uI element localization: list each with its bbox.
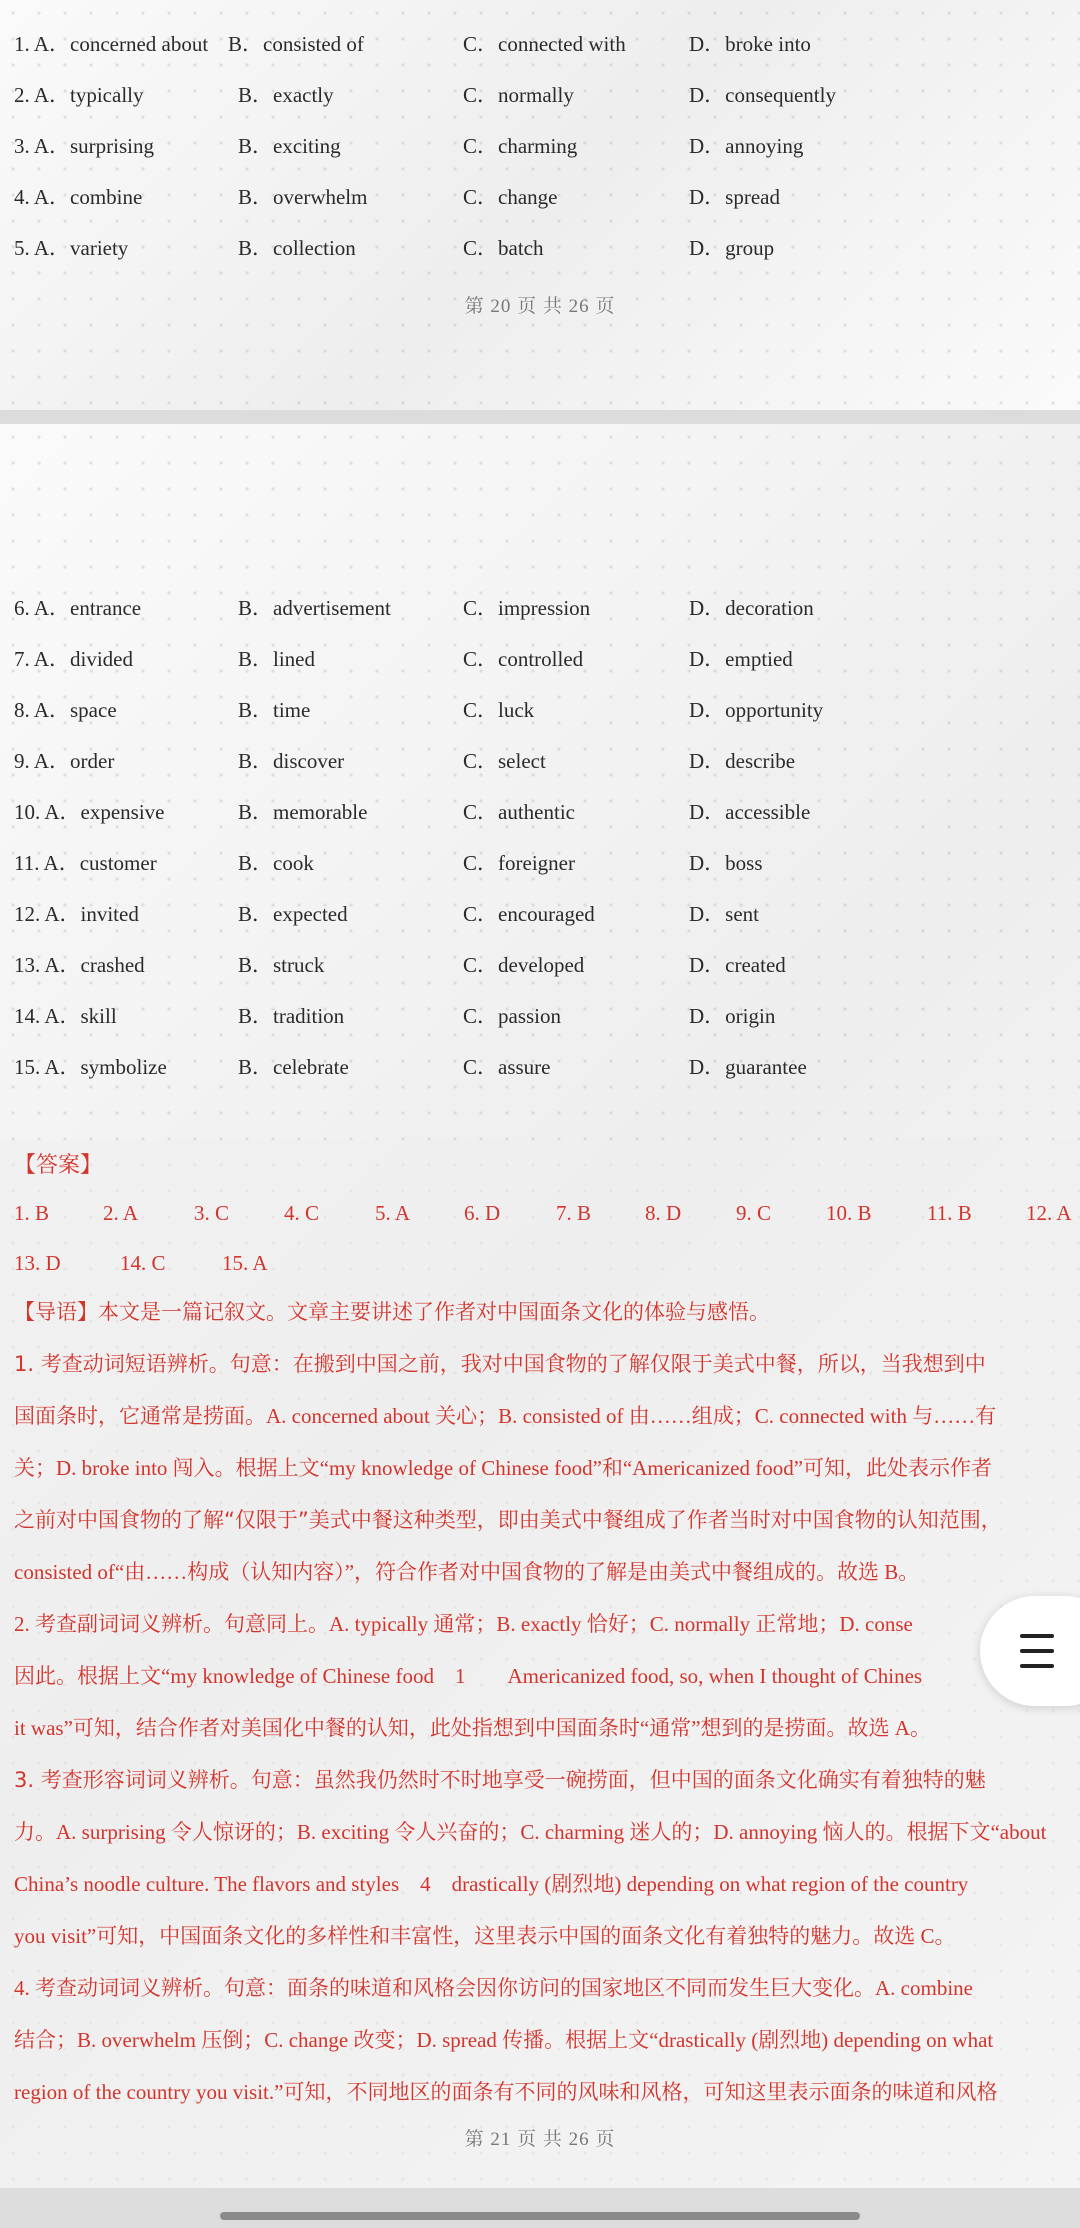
explanation-line: 力。A. surprising 令人惊讶的；B. exciting 令人兴奋的；C. charming 迷人的；D. annoying 恼人的。根据下文“about <box>14 1820 1047 1844</box>
option-a: 10. A．expensive <box>14 800 165 824</box>
option-d: D．origin <box>689 1004 776 1028</box>
option-d: D．spread <box>689 185 780 209</box>
option-b: B．time <box>238 698 311 722</box>
option-d: D．consequently <box>689 83 836 107</box>
question-row-1 <box>0 28 1080 68</box>
option-c: C．change <box>463 185 558 209</box>
option-b: B．consisted of <box>228 32 364 56</box>
option-d: D．created <box>689 953 786 977</box>
option-b: B．discover <box>238 749 345 773</box>
option-c: C．controlled <box>463 647 584 671</box>
option-c: C．select <box>463 749 546 773</box>
option-d: D．broke into <box>689 32 811 56</box>
question-row-11 <box>0 847 1080 887</box>
option-c: C．charming <box>463 134 578 158</box>
option-a: 2. A．typically <box>14 83 144 107</box>
explanation-line: it was”可知，结合作者对美国化中餐的认知，此处指想到中国面条时“通常”想到的是捞面。故选 A。 <box>14 1716 931 1740</box>
question-row-13 <box>0 949 1080 989</box>
answer-item: 5. A <box>375 1201 411 1225</box>
question-row-10 <box>0 796 1080 836</box>
page-footer: 第 20 页 共 26 页 <box>464 296 616 317</box>
answer-item: 11. B <box>927 1201 972 1225</box>
option-a: 9. A．order <box>14 749 115 773</box>
explanation-line: region of the country you visit.”可知，不同地区的面条有不同的风味和风格，可知这里表示面条的味道和风格 <box>14 2080 998 2104</box>
option-d: D．decoration <box>689 596 814 620</box>
question-row-6 <box>0 592 1080 632</box>
option-b: B．expected <box>238 902 348 926</box>
answer-row-1 <box>0 1201 1080 1237</box>
option-a: 6. A．entrance <box>14 596 142 620</box>
option-a: 3. A．surprising <box>14 134 155 158</box>
option-c: C．luck <box>463 698 535 722</box>
option-d: D．opportunity <box>689 698 824 722</box>
answer-item: 4. C <box>284 1201 320 1225</box>
page-20 <box>0 0 1080 410</box>
menu-button[interactable] <box>980 1596 1080 1706</box>
question-row-15 <box>0 1051 1080 1091</box>
option-b: B．tradition <box>238 1004 345 1028</box>
option-c: C．encouraged <box>463 902 595 926</box>
page-footer: 第 21 页 共 26 页 <box>464 2129 616 2150</box>
option-d: D．guarantee <box>689 1055 807 1079</box>
explanation-line: 1. 考查动词短语辨析。句意：在搬到中国之前，我对中国食物的了解仅限于美式中餐，所以，当我想到中 <box>14 1352 986 1376</box>
option-b: B．overwhelm <box>238 185 368 209</box>
explanation-line: 关；D. broke into 闯入。根据上文“my knowledge of Chinese food”和“Americanized food”可知，此处表示作者 <box>14 1456 993 1480</box>
question-row-7 <box>0 643 1080 683</box>
option-d: D．accessible <box>689 800 811 824</box>
option-b: B．celebrate <box>238 1055 349 1079</box>
option-b: B．exactly <box>238 83 334 107</box>
option-d: D．annoying <box>689 134 804 158</box>
answer-item: 6. D <box>464 1201 501 1225</box>
answer-item: 10. B <box>826 1201 872 1225</box>
option-c: C．authentic <box>463 800 575 824</box>
question-row-3 <box>0 130 1080 170</box>
option-a: 11. A．customer <box>14 851 157 875</box>
scroll-indicator[interactable] <box>220 2212 860 2220</box>
option-c: C．foreigner <box>463 851 575 875</box>
option-b: B．struck <box>238 953 325 977</box>
question-row-14 <box>0 1000 1080 1040</box>
question-row-2 <box>0 79 1080 119</box>
option-b: B．advertisement <box>238 596 391 620</box>
option-b: B．memorable <box>238 800 368 824</box>
option-c: C．normally <box>463 83 574 107</box>
option-a: 15. A．symbolize <box>14 1055 167 1079</box>
answer-item: 13. D <box>14 1251 61 1275</box>
option-a: 8. A．space <box>14 698 117 722</box>
question-row-12 <box>0 898 1080 938</box>
option-c: C．connected with <box>463 32 626 56</box>
option-a: 5. A．variety <box>14 236 129 260</box>
answer-item: 1. B <box>14 1201 50 1225</box>
option-d: D．boss <box>689 851 763 875</box>
explanation-line: 国面条时，它通常是捞面。A. concerned about 关心；B. consisted of 由……组成；C. connected with 与……有 <box>14 1404 997 1428</box>
option-c: C．developed <box>463 953 585 977</box>
option-d: D．sent <box>689 902 759 926</box>
option-c: C．impression <box>463 596 591 620</box>
answer-item: 15. A <box>222 1251 268 1275</box>
option-c: C．batch <box>463 236 544 260</box>
answer-item: 8. D <box>645 1201 682 1225</box>
option-a: 7. A．divided <box>14 647 133 671</box>
question-row-8 <box>0 694 1080 734</box>
option-d: D．emptied <box>689 647 793 671</box>
explanation-line: 3. 考查形容词词义辨析。句意：虽然我仍然时不时地享受一碗捞面，但中国的面条文化确实有着独特的魅 <box>14 1768 986 1792</box>
option-a: 4. A．combine <box>14 185 143 209</box>
option-a: 14. A．skill <box>14 1004 117 1028</box>
option-b: B．exciting <box>238 134 341 158</box>
explanation-line: 2. 考查副词词义辨析。句意同上。A. typically 通常；B. exactly 恰好；C. normally 正常地；D. conse <box>14 1612 913 1636</box>
explanation-line: 结合；B. overwhelm 压倒；C. change 改变；D. spread 传播。根据上文“drastically (剧烈地) depending on what <box>14 2028 994 2052</box>
option-a: 13. A．crashed <box>14 953 145 977</box>
option-b: B．cook <box>238 851 314 875</box>
explanation-line: 【导语】本文是一篇记叙文。文章主要讲述了作者对中国面条文化的体验与感悟。 <box>14 1300 770 1324</box>
option-a: 12. A．invited <box>14 902 139 926</box>
option-b: B．lined <box>238 647 315 671</box>
option-c: C．assure <box>463 1055 551 1079</box>
explanation-line: you visit”可知，中国面条文化的多样性和丰富性，这里表示中国的面条文化有着独特的魅力。故选 C。 <box>14 1924 956 1948</box>
explanation-line: 因此。根据上文“my knowledge of Chinese food 1 Americanized food, so, when I thought of Chines <box>14 1664 923 1688</box>
option-d: D．describe <box>689 749 796 773</box>
answer-item: 3. C <box>194 1201 230 1225</box>
explanation-line: 之前对中国食物的了解“仅限于”美式中餐这种类型，即由美式中餐组成了作者当时对中国食物的认知范围， <box>14 1508 1002 1532</box>
answer-item: 2. A <box>103 1201 139 1225</box>
page-21 <box>0 424 1080 2188</box>
explanation-line: consisted of“由……构成（认知内容）”，符合作者对中国食物的了解是由美式中餐组成的。故选 B。 <box>14 1560 920 1584</box>
option-b: B．collection <box>238 236 356 260</box>
option-c: C．passion <box>463 1004 562 1028</box>
question-row-4 <box>0 181 1080 221</box>
explanation-line: 4. 考查动词词义辨析。句意：面条的味道和风格会因你访问的国家地区不同而发生巨大变化。A. combine <box>14 1976 973 2000</box>
question-row-9 <box>0 745 1080 785</box>
answer-item: 9. C <box>736 1201 772 1225</box>
option-a: 1. A．concerned about <box>14 32 209 56</box>
answer-row-2 <box>0 1251 1080 1287</box>
explanation-line: China’s noodle culture. The flavors and styles 4 drastically (剧烈地) depending on what region of the country <box>14 1872 969 1896</box>
answer-header: 【答案】 <box>14 1153 103 1178</box>
answer-item: 14. C <box>120 1251 166 1275</box>
answer-item: 7. B <box>556 1201 592 1225</box>
option-d: D．group <box>689 236 775 260</box>
answer-item: 12. A <box>1026 1201 1072 1225</box>
question-row-5 <box>0 232 1080 272</box>
